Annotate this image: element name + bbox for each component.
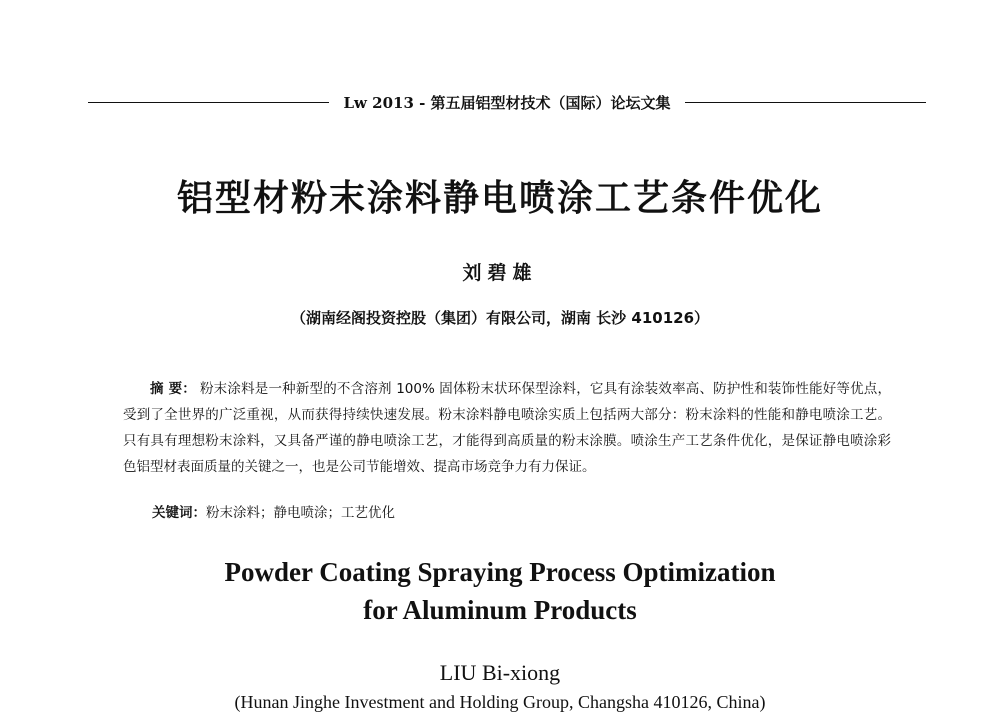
abstract-label: 摘 要：: [150, 381, 196, 397]
abstract-text: 粉末涂料是一种新型的不含溶剂 100% 固体粉末状环保型涂料，它具有涂装效率高、防护性和装饰性能好等优点，受到了全世界的广泛重视，从而获得持续快速发展。粉末涂料静电喷涂实质上包括两大部分：粉末涂料的性能和静电喷涂工艺。只有具有理想粉末涂料，又具备严谨的静电喷涂工艺，才能得到高质量的粉末涂膜。喷涂生产工艺条件优化，是保证静电喷涂彩色铝型材表面质量的关键之一，也是公司节能增效、提高市场竞争力有力保证。: [123, 381, 891, 475]
keywords-label: 关键词：: [152, 505, 206, 521]
keywords-text: 粉末涂料；静电喷涂；工艺优化: [206, 505, 395, 521]
running-header-text: Lw 2013 - 第五届铝型材技术（国际）论坛文集: [343, 93, 671, 112]
chinese-keywords: [152, 500, 395, 526]
header-rule-left: [88, 102, 329, 103]
abstract-paragraph: [123, 376, 891, 480]
english-affiliation: (Hunan Jinghe Investment and Holding Group, Changsha 410126, China): [234, 692, 766, 712]
english-title: [0, 553, 1000, 629]
english-title-line-1: Powder Coating Spraying Process Optimization: [224, 557, 776, 587]
chinese-abstract: [123, 376, 891, 480]
english-title-line-2: for Aluminum Products: [363, 595, 637, 625]
chinese-title: 铝型材粉末涂料静电喷涂工艺条件优化: [176, 177, 823, 219]
chinese-author: 刘碧雄: [462, 262, 538, 284]
header-rule-right: [685, 102, 926, 103]
chinese-affiliation: （湖南经阁投资控股（集团）有限公司，湖南 长沙 410126）: [290, 309, 710, 327]
english-author: LIU Bi-xiong: [439, 660, 561, 685]
running-header: [88, 90, 926, 114]
